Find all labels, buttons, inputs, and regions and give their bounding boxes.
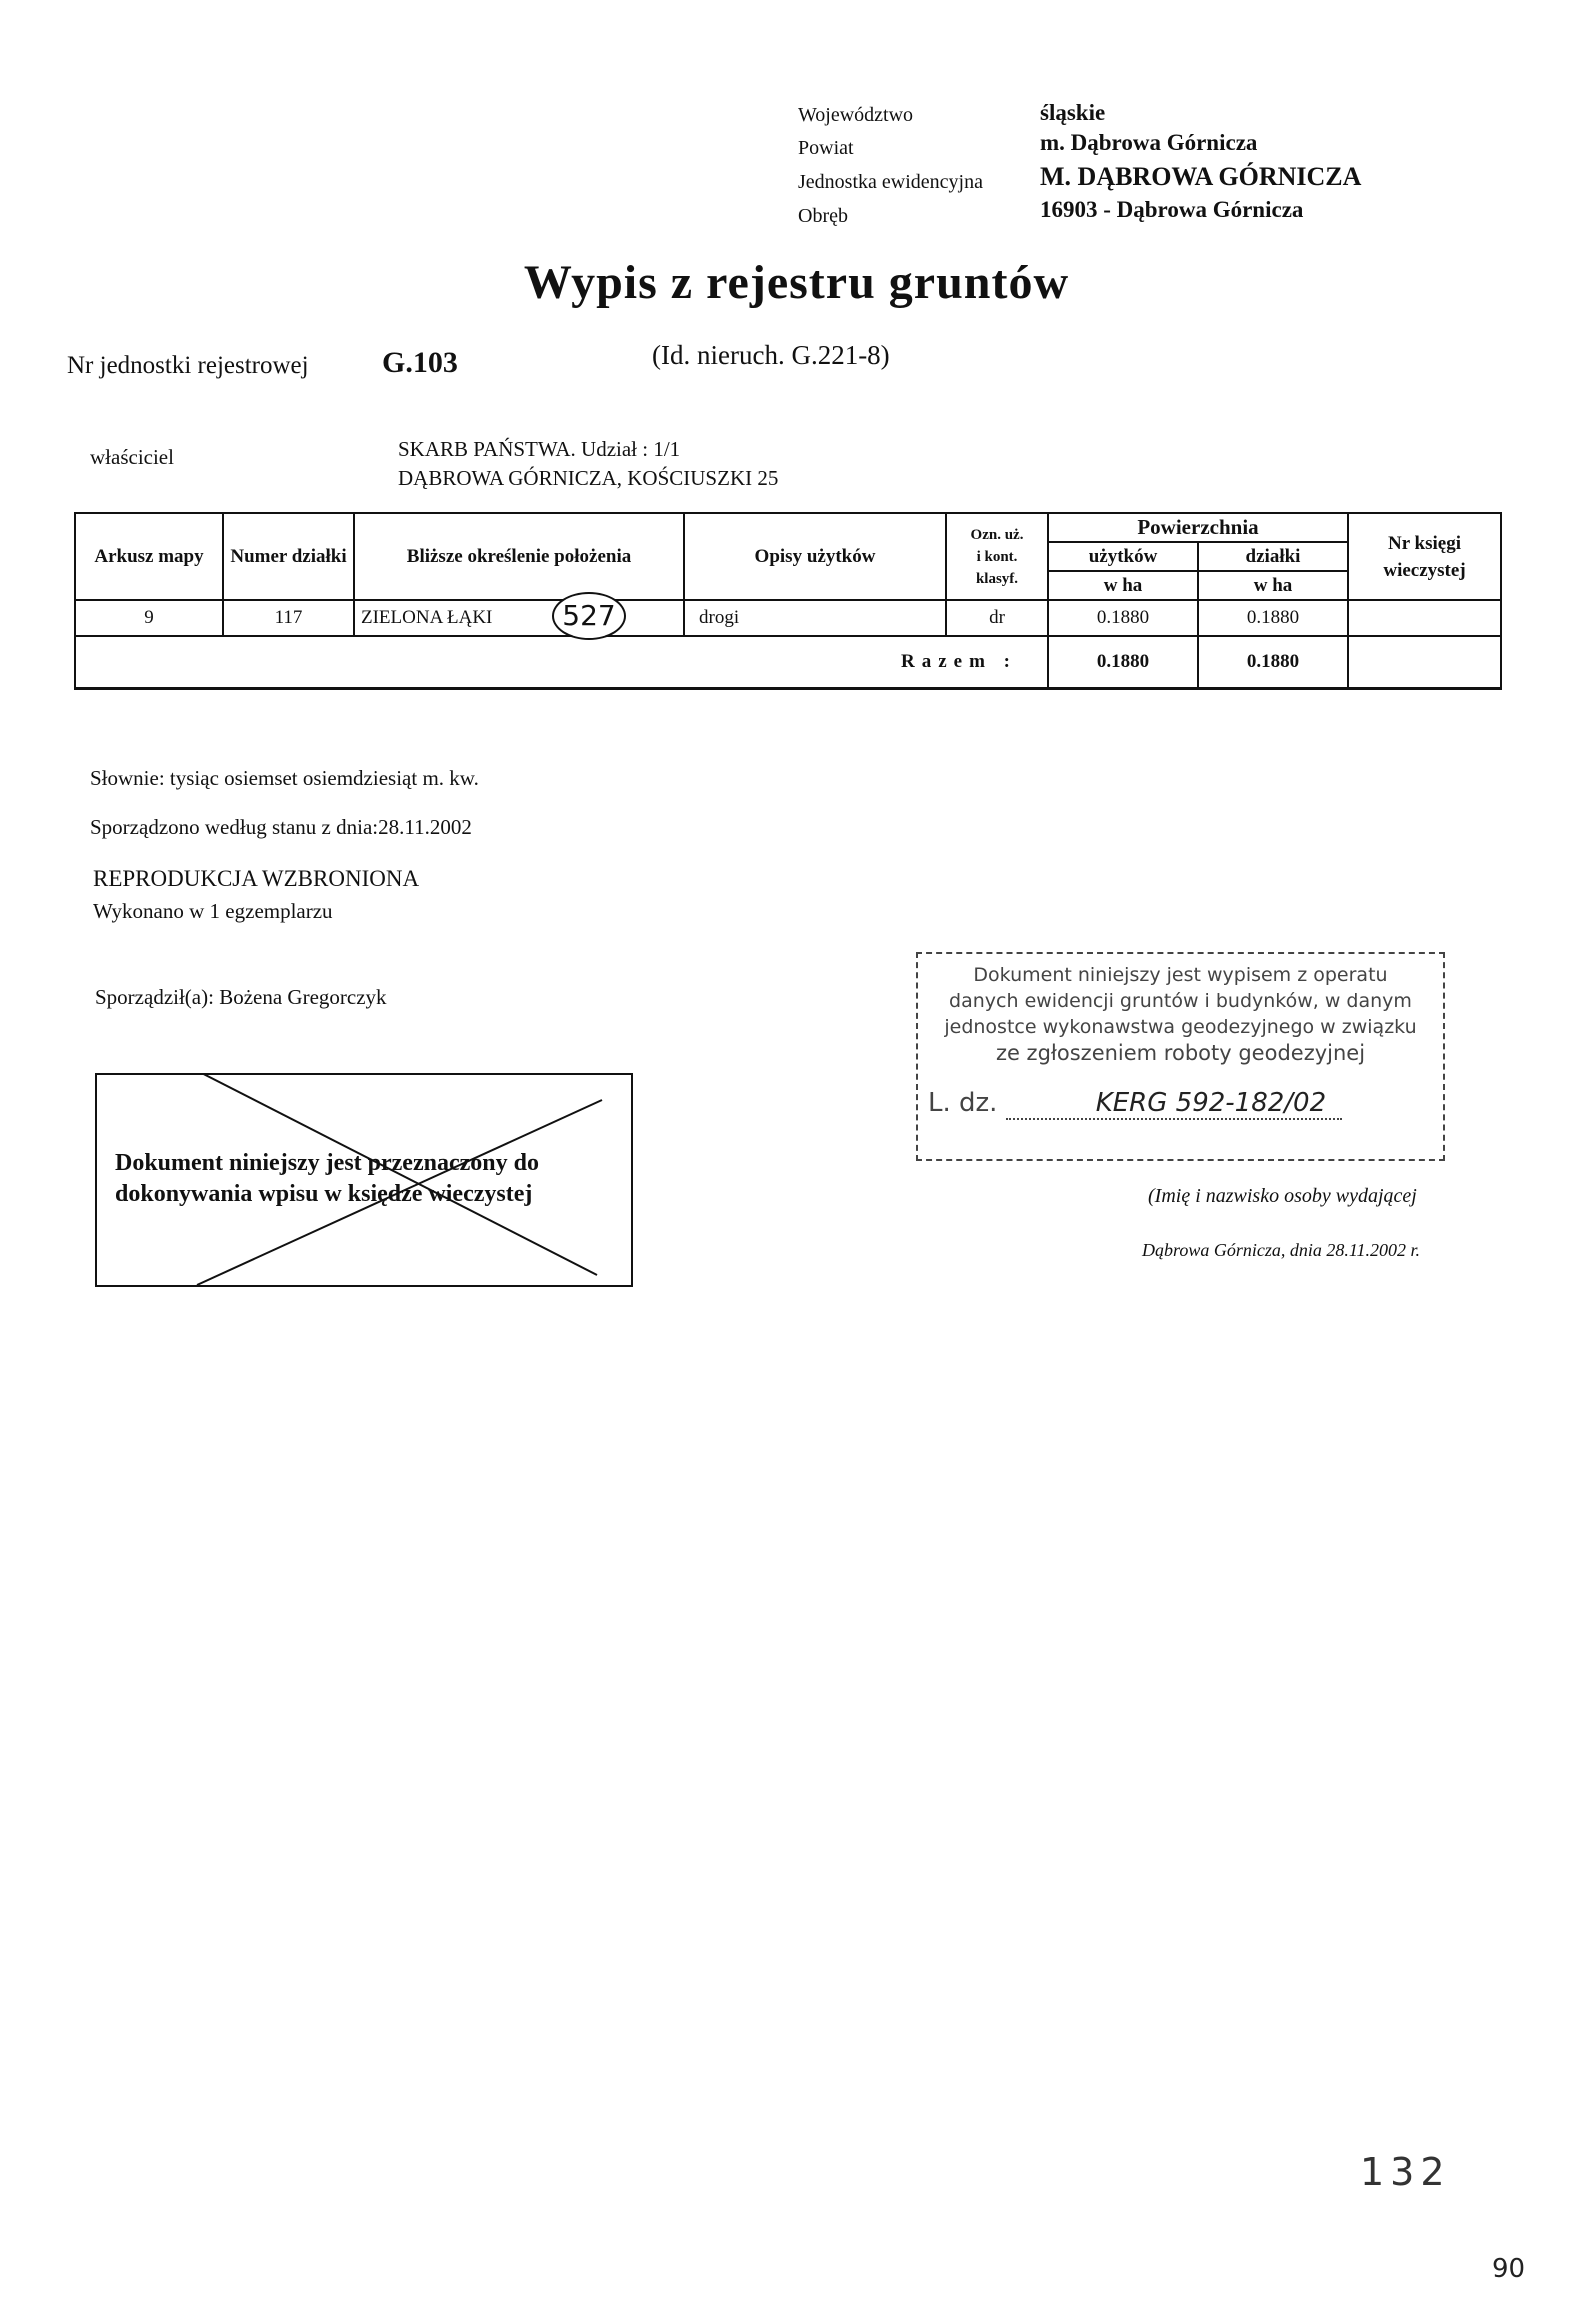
slownie-text: Słownie: tysiąc osiemset osiemdziesiąt m. kw.: [90, 766, 479, 790]
wojewodztwo-label: Województwo: [798, 104, 914, 126]
jednostka-label: Jednostka ewidencyjna: [798, 171, 983, 193]
razem-uzytkow: 0.1880: [1048, 636, 1198, 688]
header-arkusz: Arkusz mapy: [75, 513, 223, 600]
cross-out-lines: [97, 1075, 631, 1285]
header-nr-ksiegi: Nr księgi wieczystej: [1348, 513, 1501, 600]
id-nieruch: (Id. nieruch. G.221-8): [652, 340, 890, 370]
table-row: [75, 600, 1501, 636]
unit-label: Nr jednostki rejestrowej: [67, 352, 309, 379]
header-numer: Numer działki: [223, 513, 354, 600]
wojewodztwo-value: śląskie: [1040, 100, 1106, 125]
place-date: Dąbrowa Górnicza, dnia 28.11.2002 r.: [1142, 1240, 1421, 1260]
header-dzialki-unit: w ha: [1198, 571, 1348, 600]
stamp-line2: danych ewidencji gruntów i budynków, w danym: [949, 990, 1412, 1012]
handwritten-circled-number: 527: [552, 592, 626, 640]
header-uzytkow-unit: w ha: [1048, 571, 1198, 600]
sporzadzil-text: Sporządził(a): Bożena Gregorczyk: [95, 985, 387, 1009]
cell-nr-ksiegi: [1348, 600, 1501, 636]
crossed-box-line2: dokonywania wpisu w księdze wieczystej: [115, 1181, 533, 1207]
cell-pow-uzytkow: 0.1880: [1048, 600, 1198, 636]
stamp-line4: ze zgłoszeniem roboty geodezyjnej: [995, 1041, 1366, 1065]
stamp-line3: jednostce wykonawstwa geodezyjnego w związku: [944, 1016, 1417, 1038]
unit-value: G.103: [382, 346, 458, 379]
reprodukcja-text: REPRODUKCJA WZBRONIONA: [93, 866, 420, 891]
page-number: 90: [1492, 2254, 1526, 2284]
stamp-ldz-label: L. dz.: [928, 1088, 998, 1118]
certification-stamp: [916, 952, 1445, 1161]
cell-pow-dzialki: 0.1880: [1198, 600, 1348, 636]
owner-line1: SKARB PAŃSTWA. Udział : 1/1: [398, 437, 681, 461]
powiat-label: Powiat: [798, 137, 854, 159]
header-ozn-1: Ozn. uż.: [970, 526, 1024, 543]
cell-numer: 117: [223, 600, 354, 636]
obreb-value: 16903 - Dąbrowa Górnicza: [1040, 197, 1304, 222]
cell-ozn: dr: [946, 600, 1048, 636]
header-opisy: Opisy użytków: [684, 513, 946, 600]
crossed-out-box: [95, 1073, 633, 1287]
wykonano-text: Wykonano w 1 egzemplarzu: [93, 899, 333, 923]
cell-polozenie-text: ZIELONA ŁĄKI: [361, 607, 493, 628]
jednostka-value: M. DĄBROWA GÓRNICZA: [1040, 162, 1362, 191]
header-ozn-3: klasyf.: [975, 570, 1019, 587]
razem-label: Razem :: [75, 636, 1048, 688]
powiat-value: m. Dąbrowa Górnicza: [1040, 130, 1258, 155]
header-ozn-2: i kont.: [976, 548, 1018, 565]
stamp-ldz-row: [918, 1088, 1443, 1120]
sporzadzono-text: Sporządzono według stanu z dnia:28.11.2002: [90, 815, 472, 839]
stamp-line1: Dokument niniejszy jest wypisem z operatu: [973, 964, 1388, 986]
obreb-label: Obręb: [798, 205, 848, 227]
cell-polozenie: [354, 600, 684, 636]
signature-caption: (Imię i nazwisko osoby wydającej: [1148, 1185, 1417, 1207]
document-title: Wypis z rejestru gruntów: [523, 256, 1070, 309]
crossed-box-line1: Dokument niniejszy jest przeznaczony do: [115, 1150, 539, 1176]
header-powierzchnia: Powierzchnia: [1048, 513, 1348, 542]
header-blizsze: Bliższe określenie położenia: [354, 513, 684, 600]
owner-label: właściciel: [90, 445, 174, 469]
razem-empty: [1348, 636, 1501, 688]
razem-dzialki: 0.1880: [1198, 636, 1348, 688]
owner-line2: DĄBROWA GÓRNICZA, KOŚCIUSZKI 25: [398, 466, 779, 490]
header-ozn: [946, 513, 1048, 600]
header-uzytkow: użytków: [1048, 542, 1198, 571]
stamp-ldz-value: KERG 592-182/02: [1006, 1088, 1342, 1120]
cell-arkusz: 9: [75, 600, 223, 636]
cell-opis: drogi: [684, 600, 946, 636]
register-table: [74, 512, 1502, 690]
page-stamp-number: 132: [1360, 2150, 1451, 2194]
header-dzialki: działki: [1198, 542, 1348, 571]
